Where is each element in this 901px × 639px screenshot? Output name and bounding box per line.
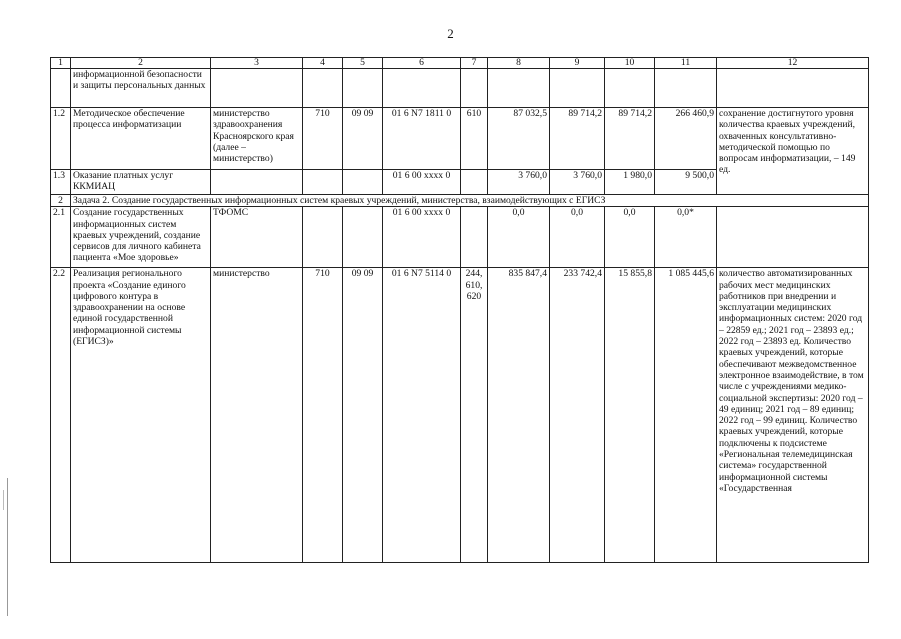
amount-total: 1 085 445,6 [655, 268, 717, 563]
amount-year-3: 1 980,0 [605, 170, 655, 195]
amount-year-2: 233 742,4 [550, 268, 605, 563]
expense-type-code: 244, 610, 620 [461, 268, 488, 563]
row-number: 1.3 [51, 170, 71, 195]
amount-total: 0,0* [655, 207, 717, 268]
scan-margin-line [3, 490, 4, 510]
header-cell: 10 [605, 58, 655, 69]
activity-name: Создание государственных информационных систем краевых учреждений, создание сервисов для личного кабинета пациента «Мое здоровье» [71, 207, 211, 268]
expense-type-code [461, 69, 488, 108]
target-item-code [383, 69, 461, 108]
grbs-code [303, 207, 343, 268]
amount-year-1 [488, 69, 550, 108]
amount-year-1: 87 032,5 [488, 108, 550, 170]
responsible-org [211, 170, 303, 195]
grbs-code [303, 170, 343, 195]
amount-year-2: 89 714,2 [550, 108, 605, 170]
activity-name: Методическое обеспечение процесса информатизации [71, 108, 211, 170]
expense-type-code: 610 [461, 108, 488, 170]
row-number: 2.1 [51, 207, 71, 268]
header-cell: 12 [717, 58, 869, 69]
activity-name: Оказание платных услуг ККМИАЦ [71, 170, 211, 195]
scan-margin-line [7, 478, 8, 616]
table-row [51, 108, 869, 170]
grbs-code: 710 [303, 108, 343, 170]
amount-year-3: 15 855,8 [605, 268, 655, 563]
section-code [343, 207, 383, 268]
amount-year-3 [605, 69, 655, 108]
expected-result [717, 207, 869, 268]
page-number: 2 [447, 26, 454, 41]
responsible-org: ТФОМС [211, 207, 303, 268]
expected-result [717, 69, 869, 108]
table-row [51, 69, 869, 108]
header-cell: 4 [303, 58, 343, 69]
amount-year-2: 3 760,0 [550, 170, 605, 195]
header-cell: 3 [211, 58, 303, 69]
amount-year-2: 0,0 [550, 207, 605, 268]
header-row [51, 58, 869, 69]
target-item-code: 01 6 00 xxxx 0 [383, 207, 461, 268]
section-code: 09 09 [343, 108, 383, 170]
task-title: Задача 2. Создание государственных информационных систем краевых учреждений, министерства, взаимодействующих с ЕГИСЗ [71, 195, 869, 207]
expense-type-code [461, 207, 488, 268]
expected-result: сохранение достигнутого уровня количества краевых учреждений, охваченных консультативно-методической помощью по вопросам информатизации, – 149 ед. [717, 108, 869, 195]
amount-total [655, 69, 717, 108]
amount-total: 266 460,9 [655, 108, 717, 170]
table-row [51, 207, 869, 268]
grbs-code [303, 69, 343, 108]
section-code [343, 170, 383, 195]
section-code: 09 09 [343, 268, 383, 563]
grbs-code: 710 [303, 268, 343, 563]
header-cell: 6 [383, 58, 461, 69]
responsible-org: министерство [211, 268, 303, 563]
activity-name: информационной безопасности и защиты персональных данных [71, 69, 211, 108]
amount-year-2 [550, 69, 605, 108]
expense-type-code [461, 170, 488, 195]
table-row [51, 268, 869, 563]
target-item-code: 01 6 N7 5114 0 [383, 268, 461, 563]
amount-year-3: 89 714,2 [605, 108, 655, 170]
row-number [51, 69, 71, 108]
expected-result: количество автоматизированных рабочих мест медицинских работников при внедрении и эксплуатации медицинских информационных систем: 2020 год – 22859 ед.; 2021 год – 23893 ед.; 2022 год – 23893 ед. Количество краевых учреждений, которые обеспечивают межведомственное электронное взаимодействие, в том числе с учреждениями медико-социальной экспертизы: 2020 год – 49 единиц; 2021 год – 89 единиц; 2022 год – 99 единиц. Количество краевых учреждений, которые подключены к подсистеме «Региональная телемедицинская система» государственной информационной системы «Государственная [717, 268, 869, 563]
row-number: 2.2 [51, 268, 71, 563]
header-cell: 5 [343, 58, 383, 69]
target-item-code: 01 6 00 xxxx 0 [383, 170, 461, 195]
header-cell: 1 [51, 58, 71, 69]
task-row [51, 195, 869, 207]
header-cell: 8 [488, 58, 550, 69]
amount-year-1: 3 760,0 [488, 170, 550, 195]
task-number: 2 [51, 195, 71, 207]
section-code [343, 69, 383, 108]
activity-name: Реализация регионального проекта «Создание единого цифрового контура в здравоохранении на основе единой государственной информационной системы (ЕГИСЗ)» [71, 268, 211, 563]
responsible-org [211, 69, 303, 108]
program-table [50, 57, 869, 563]
target-item-code: 01 6 N7 1811 0 [383, 108, 461, 170]
header-cell: 9 [550, 58, 605, 69]
responsible-org: министерство здравоохранения Красноярского края (далее – министерство) [211, 108, 303, 170]
header-cell: 7 [461, 58, 488, 69]
row-number: 1.2 [51, 108, 71, 170]
header-cell: 11 [655, 58, 717, 69]
amount-total: 9 500,0 [655, 170, 717, 195]
header-cell: 2 [71, 58, 211, 69]
amount-year-1: 0,0 [488, 207, 550, 268]
amount-year-3: 0,0 [605, 207, 655, 268]
amount-year-1: 835 847,4 [488, 268, 550, 563]
